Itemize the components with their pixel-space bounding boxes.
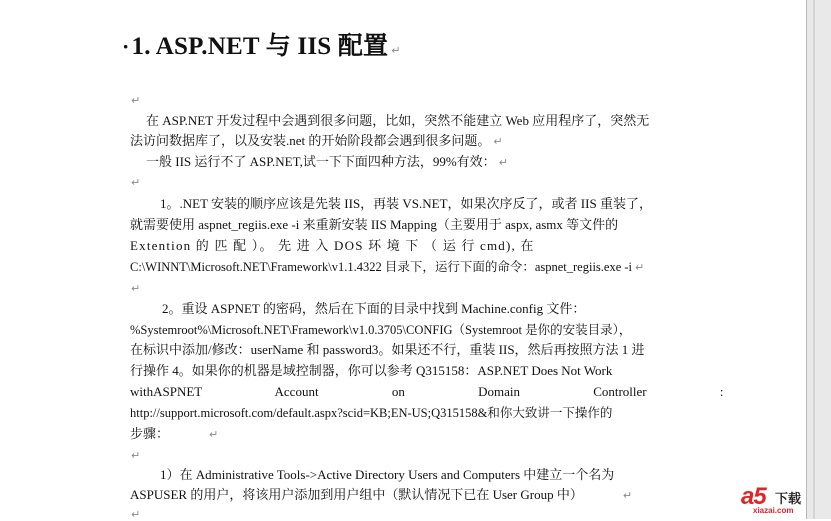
watermark-brand: a5 (741, 483, 766, 510)
line-text: Extention 的 匹 配 ）。 先 进 入 DOS 环 境 下 （ 运 行 cmd), 在 (130, 238, 535, 253)
paragraph-mark-icon: ↵ (131, 176, 141, 189)
line-text: 行操作 4。如果你的机器是域控制器，你可以参考 Q315158：ASP.NET Does Not Work (130, 363, 613, 378)
line-text: 步骤： (130, 426, 170, 441)
text-line (130, 405, 686, 421)
paragraph-mark-icon: ↵ (209, 428, 219, 441)
line-text: 法访问数据库了，以及安装.net 的开始阶段都会遇到很多问题。 (130, 133, 491, 148)
line-text: C:\WINNT\Microsoft.NET\Framework\v1.1.4322 目录下，运行下面的命令：aspnet_regiis.exe -i (130, 260, 633, 274)
right-margin-bar (806, 0, 831, 519)
paragraph-mark-icon: ↵ (391, 44, 401, 57)
text-line (130, 342, 686, 358)
paragraph-mark-icon: ↵ (131, 94, 141, 107)
line-text: ASPUSER 的用户，将该用户添加到用户组中（默认情况下已在 User Group 中） (130, 487, 583, 502)
heading-bullet: · (122, 34, 130, 59)
text-line (160, 196, 686, 212)
text-line (130, 487, 686, 504)
heading-text: 1. ASP.NET 与 IIS 配置 (131, 33, 389, 60)
text-line (130, 133, 686, 150)
text-line (146, 113, 686, 129)
section-heading (122, 26, 401, 62)
margin-rule (813, 0, 815, 519)
text-line (130, 426, 686, 443)
line-text: 1）在 Administrative Tools->Active Directory Users and Computers 中建立一个名为 (160, 467, 615, 482)
text-line (130, 259, 686, 276)
paragraph-mark-icon: ↵ (493, 135, 503, 148)
line-text: 1。.NET 安装的顺序应该是先装 IIS，再装 VS.NET，如果次序反了，或者 IIS 重装了， (160, 196, 652, 211)
line-text: 就需要使用 aspnet_regiis.exe -i 来重新安装 IIS Mapping（主要用于 aspx, asmx 等文件的 (130, 217, 619, 232)
line-text: withASPNET Account on Domain Controller : (130, 384, 724, 399)
text-line (130, 363, 686, 379)
watermark-text: 下载 (775, 492, 802, 507)
text-line (130, 384, 724, 400)
text-line (160, 467, 686, 483)
text-line (162, 301, 686, 317)
line-text: 2。重设 ASPNET 的密码，然后在下面的目录中找到 Machine.config 文件： (162, 301, 586, 316)
paragraph-mark-icon: ↵ (622, 489, 633, 502)
text-line (130, 217, 686, 233)
paragraph-mark-icon: ↵ (498, 156, 508, 169)
text-line (146, 154, 702, 171)
line-text: 在 ASP.NET 开发过程中会遇到很多问题，比如，突然不能建立 Web 应用程序了，突然无 (146, 113, 650, 128)
paragraph-mark-icon: ↵ (131, 449, 141, 462)
text-line (130, 322, 686, 338)
watermark-logo (741, 483, 811, 515)
paragraph-mark-icon: ↵ (635, 261, 645, 274)
text-line (130, 238, 686, 254)
line-text: %Systemroot%\Microsoft.NET\Framework\v1.0.3705\CONFIG（Systemroot 是你的安装目录）， (130, 323, 632, 337)
line-text: 一般 IIS 运行不了 ASP.NET,试一下下面四种方法，99%有效： (146, 154, 496, 169)
line-text: 在标识中添加/修改：userName 和 password3。如果还不行，重装 IIS，然后再按照方法 1 进 (130, 342, 645, 357)
paragraph-mark-icon: ↵ (131, 282, 141, 295)
paragraph-mark-icon: ↵ (131, 508, 141, 521)
line-text: http://support.microsoft.com/default.aspx?scid=KB;EN-US;Q315158&和你大致讲一下操作的 (130, 406, 613, 420)
watermark-url: xiazai.com (753, 506, 794, 515)
